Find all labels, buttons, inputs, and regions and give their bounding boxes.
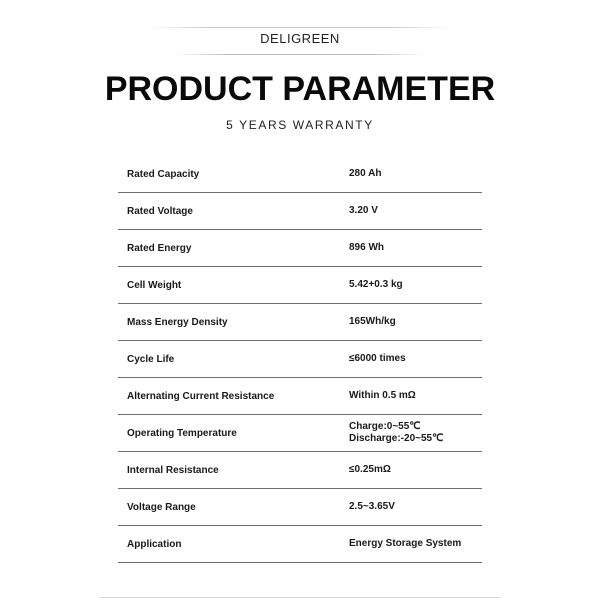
parameter-row-rated-capacity	[118, 156, 482, 193]
parameter-name: Internal Resistance	[127, 464, 219, 476]
parameter-name: Cell Weight	[127, 279, 182, 291]
parameter-row-cycle-life	[118, 341, 482, 378]
parameter-value: 3.20 V	[349, 205, 378, 216]
parameter-name: Rated Energy	[127, 242, 192, 254]
parameter-name: Rated Voltage	[127, 205, 193, 217]
bottom-divider	[100, 597, 500, 598]
warranty-subtitle: 5 YEARS WARRANTY	[226, 118, 374, 132]
parameter-row-rated-voltage	[118, 193, 482, 230]
parameter-value: 280 Ah	[349, 168, 382, 179]
top-divider	[150, 27, 450, 28]
parameter-value: ≤6000 times	[349, 353, 406, 364]
parameter-table	[118, 156, 482, 563]
parameter-name: Operating Temperature	[127, 427, 237, 439]
parameter-value: Within 0.5 mΩ	[349, 390, 416, 401]
parameter-name: Cycle Life	[127, 353, 175, 365]
parameter-row-application	[118, 526, 482, 563]
discharge-temperature: Discharge:-20~55℃	[349, 433, 444, 444]
brand-name: DELIGREEN	[260, 31, 340, 46]
parameter-row-ac-resistance	[118, 378, 482, 415]
parameter-value: 5.42+0.3 kg	[349, 279, 403, 290]
parameter-row-cell-weight	[118, 267, 482, 304]
parameter-value: 896 Wh	[349, 242, 385, 253]
page-title: PRODUCT PARAMETER	[104, 70, 496, 108]
parameter-name: Application	[127, 538, 182, 550]
parameter-name: Alternating Current Resistance	[127, 390, 275, 402]
parameter-row-mass-energy-density	[118, 304, 482, 341]
parameter-value: Energy Storage System	[349, 538, 462, 549]
parameter-row-operating-temperature	[118, 415, 482, 452]
parameter-row-rated-energy	[118, 230, 482, 267]
parameter-name: Voltage Range	[127, 501, 196, 513]
parameter-row-internal-resistance	[118, 452, 482, 489]
parameter-value: 2.5~3.65V	[349, 501, 395, 512]
charge-temperature: Charge:0~55℃	[349, 421, 421, 432]
parameter-row-voltage-range	[118, 489, 482, 526]
parameter-name: Rated Capacity	[127, 168, 200, 180]
brand-divider	[175, 54, 425, 55]
parameter-value: 165Wh/kg	[349, 316, 396, 327]
parameter-value	[349, 421, 443, 445]
parameter-value: ≤0.25mΩ	[349, 464, 391, 475]
parameter-name: Mass Energy Density	[127, 316, 228, 328]
